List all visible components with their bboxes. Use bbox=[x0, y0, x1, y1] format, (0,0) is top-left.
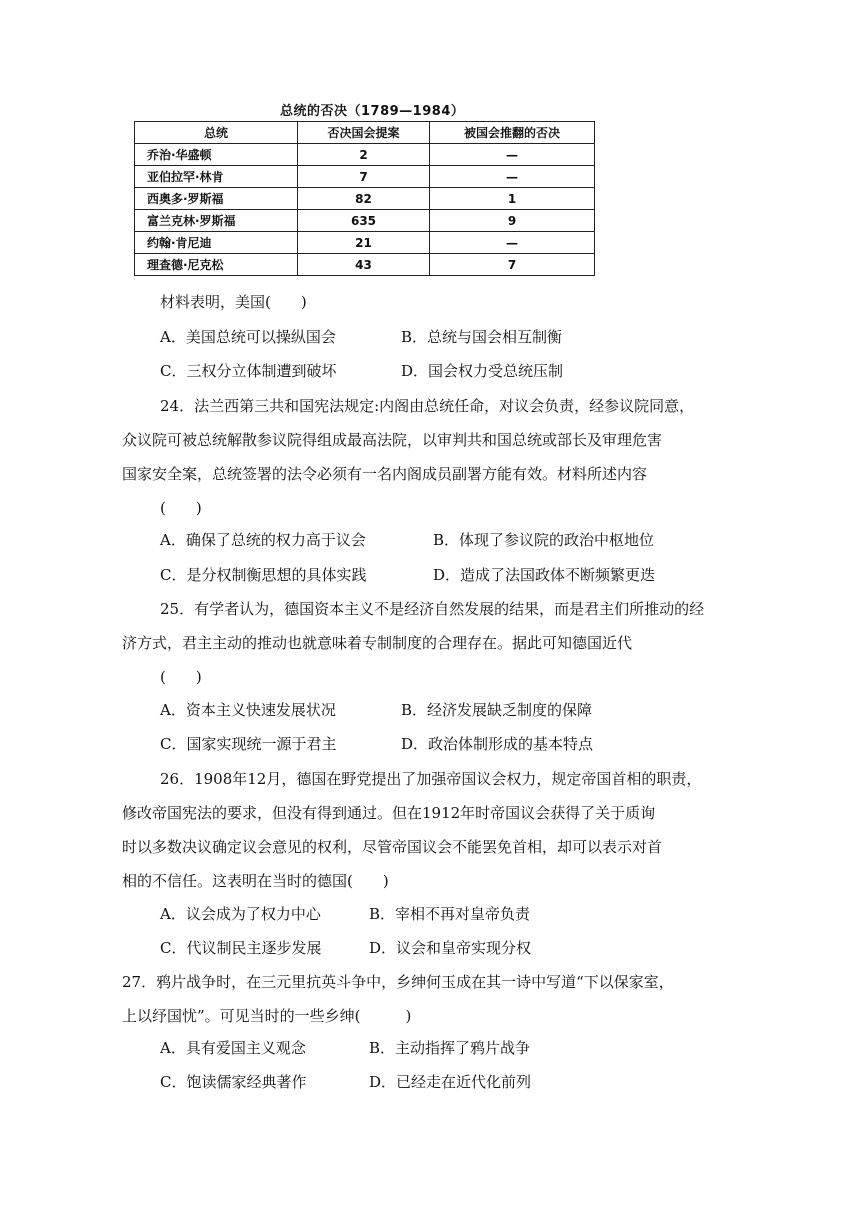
answer-option: C．三权分立体制遭到破坏 bbox=[160, 362, 337, 380]
table-header: 否决国会提案 bbox=[298, 122, 430, 144]
table-header: 总统 bbox=[135, 122, 298, 144]
question-text: 修改帝国宪法的要求，但没有得到通过。但在1912年时帝国议会获得了关于质询 bbox=[122, 804, 656, 822]
answer-option: B．经济发展缺乏制度的保障 bbox=[401, 701, 593, 719]
answer-option: B．宰相不再对皇帝负责 bbox=[369, 905, 531, 923]
answer-option: D．议会和皇帝实现分权 bbox=[369, 939, 532, 957]
question-stem: 材料表明，美国( ) bbox=[160, 293, 307, 311]
table-row bbox=[135, 144, 595, 166]
answer-option: A．资本主义快速发展状况 bbox=[160, 701, 336, 719]
answer-option: D．政治体制形成的基本特点 bbox=[401, 735, 594, 753]
table-cell: 西奥多·罗斯福 bbox=[135, 188, 298, 210]
table-row bbox=[135, 210, 595, 232]
answer-option: B．主动指挥了鸦片战争 bbox=[369, 1039, 531, 1057]
question-text: ( ) bbox=[160, 668, 202, 686]
answer-option: A．美国总统可以操纵国会 bbox=[160, 328, 336, 346]
table-row bbox=[135, 254, 595, 276]
answer-option: A．具有爱国主义观念 bbox=[160, 1039, 306, 1057]
table-cell: 21 bbox=[298, 232, 430, 254]
question-text: 济方式，君主主动的推动也就意味着专制制度的合理存在。据此可知德国近代 bbox=[122, 634, 633, 652]
table-cell: 9 bbox=[430, 210, 595, 232]
answer-option: C．国家实现统一源于君主 bbox=[160, 735, 337, 753]
table-cell: 635 bbox=[298, 210, 430, 232]
table-cell: 乔治·华盛顿 bbox=[135, 144, 298, 166]
question-text: 26．1908年12月，德国在野党提出了加强帝国议会权力，规定帝国首相的职责， bbox=[160, 770, 702, 788]
answer-option: A．议会成为了权力中心 bbox=[160, 905, 321, 923]
table-cell: 理查德·尼克松 bbox=[135, 254, 298, 276]
table-cell: 1 bbox=[430, 188, 595, 210]
question-text: ( ) bbox=[160, 499, 202, 517]
table-cell: — bbox=[430, 166, 595, 188]
table-cell: 约翰·肯尼迪 bbox=[135, 232, 298, 254]
table-row bbox=[135, 166, 595, 188]
table-cell: 82 bbox=[298, 188, 430, 210]
table-cell: 7 bbox=[298, 166, 430, 188]
answer-option: C．是分权制衡思想的具体实践 bbox=[160, 566, 367, 584]
table-title: 总统的否决（1789—1984） bbox=[280, 104, 465, 119]
table-cell: — bbox=[430, 144, 595, 166]
answer-option: A．确保了总统的权力高于议会 bbox=[160, 531, 366, 549]
table-cell: 2 bbox=[298, 144, 430, 166]
answer-option: C．代议制民主逐步发展 bbox=[160, 939, 322, 957]
table-cell: 亚伯拉罕·林肯 bbox=[135, 166, 298, 188]
answer-option: D．已经走在近代化前列 bbox=[369, 1073, 532, 1091]
answer-option: D．造成了法国政体不断频繁更迭 bbox=[433, 566, 656, 584]
table-cell: 7 bbox=[430, 254, 595, 276]
question-text: 众议院可被总统解散参议院得组成最高法院，以审判共和国总统或部长及审理危害 bbox=[122, 431, 663, 449]
question-text: 时以多数决议确定议会意见的权利，尽管帝国议会不能罢免首相，却可以表示对首 bbox=[122, 838, 663, 856]
question-text: 国家安全案，总统签署的法令必须有一名内阁成员副署方能有效。材料所述内容 bbox=[122, 465, 648, 483]
table-header: 被国会推翻的否决 bbox=[430, 122, 595, 144]
answer-option: C．饱读儒家经典著作 bbox=[160, 1073, 307, 1091]
answer-option: D．国会权力受总统压制 bbox=[401, 362, 564, 380]
question-text: 24．法兰西第三共和国宪法规定:内阁由总统任命，对议会负责，经参议院同意， bbox=[160, 397, 695, 415]
question-text: 相的不信任。这表明在当时的德国( ) bbox=[122, 872, 389, 890]
answer-option: B．体现了参议院的政治中枢地位 bbox=[433, 531, 655, 549]
table-row bbox=[135, 232, 595, 254]
veto-table bbox=[134, 121, 595, 276]
question-text: 上以纾国忧”。可见当时的一些乡绅( ) bbox=[122, 1007, 412, 1025]
table-row bbox=[135, 188, 595, 210]
question-text: 25．有学者认为，德国资本主义不是经济自然发展的结果，而是君主们所推动的经 bbox=[160, 600, 705, 618]
table-cell: 43 bbox=[298, 254, 430, 276]
table-cell: 富兰克林·罗斯福 bbox=[135, 210, 298, 232]
table-cell: — bbox=[430, 232, 595, 254]
answer-option: B．总统与国会相互制衡 bbox=[401, 328, 563, 346]
table-header-row bbox=[135, 122, 595, 144]
question-text: 27．鸦片战争时，在三元里抗英斗争中，乡绅何玉成在其一诗中写道“下以保家室， bbox=[122, 973, 674, 991]
